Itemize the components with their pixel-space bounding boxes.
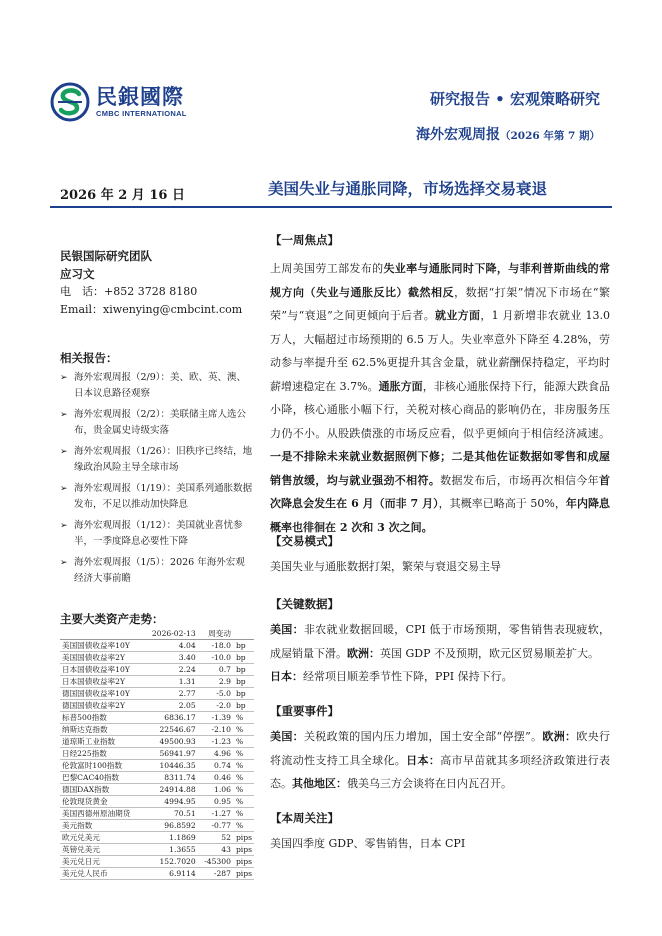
asset-unit: bp xyxy=(233,688,254,700)
asset-change: 0.74 xyxy=(198,760,233,772)
focus-text-1: 上周美国劳工部发布的 xyxy=(270,262,384,275)
key-data-paragraph xyxy=(270,618,610,689)
asset-change: 2.9 xyxy=(198,676,233,688)
asset-unit: % xyxy=(233,772,254,784)
asset-name: 伦敦现货黄金 xyxy=(60,796,143,808)
asset-value: 6.9114 xyxy=(143,868,198,880)
assets-header-date: 2026-02-13 xyxy=(143,628,198,640)
author-phone: 电 话：+852 3728 8180 xyxy=(60,285,198,298)
asset-value: 56941.97 xyxy=(143,748,198,760)
asset-change: 0.7 xyxy=(198,664,233,676)
team-name: 民银国际研究团队 xyxy=(60,249,152,263)
asset-change: -10.0 xyxy=(198,652,233,664)
asset-row xyxy=(60,724,254,736)
asset-change: -1.23 xyxy=(198,736,233,748)
key-data-heading: 【关键数据】 xyxy=(270,597,339,611)
header-divider xyxy=(50,206,612,208)
asset-unit: pips xyxy=(233,856,254,868)
events-label-us: 美国： xyxy=(270,730,304,743)
asset-row xyxy=(60,820,254,832)
key-data-label-us: 美国： xyxy=(270,623,304,636)
asset-change: -2.0 xyxy=(198,700,233,712)
asset-name: 德国DAX指数 xyxy=(60,784,143,796)
asset-name: 美元指数 xyxy=(60,820,143,832)
watch-text: 美国四季度 GDP、零售销售，日本 CPI xyxy=(270,837,466,850)
asset-value: 1.31 xyxy=(143,676,198,688)
asset-value: 1.3655 xyxy=(143,844,198,856)
asset-unit: pips xyxy=(233,868,254,880)
asset-row xyxy=(60,760,254,772)
asset-name: 美国国债收益率10Y xyxy=(60,640,143,652)
key-data-text-us: 非农就业数据回暖，CPI 低于市场预期，零售销售表现疲软，成屋销量下滑。 xyxy=(270,623,610,660)
logo-icon xyxy=(50,82,90,122)
focus-heading: 【一周焦点】 xyxy=(270,233,339,247)
assets-header-name xyxy=(60,628,143,640)
asset-unit: % xyxy=(233,748,254,760)
asset-name: 美元兑日元 xyxy=(60,856,143,868)
asset-unit: bp xyxy=(233,640,254,652)
assets-header-change: 周变动 xyxy=(198,628,233,640)
events-text-eu: 欧央行将流动性支持工具全球化。 xyxy=(270,730,611,767)
research-team xyxy=(60,247,250,319)
focus-text-6: ，其概率已略高于 50%， xyxy=(438,497,566,510)
series-issue: （2026 年第 7 期） xyxy=(500,130,600,142)
events-label-jp: 日本： xyxy=(406,753,441,767)
asset-row xyxy=(60,772,254,784)
asset-change: -18.0 xyxy=(198,640,233,652)
asset-unit: bp xyxy=(233,700,254,712)
key-data-text-eu: 英国 GDP 不及预期，欧元区贸易顺差扩大。 xyxy=(380,646,599,660)
related-report-item[interactable]: ➢ 海外宏观周报（1/5）：2026 年海外宏观经济大事前瞻 xyxy=(60,555,254,587)
asset-name: 日经225指数 xyxy=(60,748,143,760)
focus-bold-2: 就业方面 xyxy=(435,309,481,322)
asset-change: -1.39 xyxy=(198,712,233,724)
related-reports-title: 相关报告： xyxy=(60,351,118,365)
asset-change: 52 xyxy=(198,832,233,844)
asset-value: 4.04 xyxy=(143,640,198,652)
asset-value: 70.51 xyxy=(143,808,198,820)
report-title: 美国失业与通胀同降，市场选择交易衰退 xyxy=(268,179,548,198)
asset-row xyxy=(60,868,254,880)
key-data-label-jp: 日本： xyxy=(270,670,303,683)
asset-unit: bp xyxy=(233,676,254,688)
series-name: 海外宏观周报 xyxy=(416,127,500,143)
asset-change: 0.95 xyxy=(198,796,233,808)
asset-unit: % xyxy=(233,736,254,748)
events-text-jp: 高市早苗就其多项经济政策进行表态。 xyxy=(270,753,611,790)
asset-change: -287 xyxy=(198,868,233,880)
focus-text-3: ，1 月新增非农就业 13.0 万人，大幅超过市场预期的 6.5 万人。失业率意外下降至 4.28%，劳动参与率提升至 62.5%更提升其含金量，就业薪酬保持稳定，平均时薪增速稳定在 3.7%。 xyxy=(270,309,611,393)
asset-value: 2.05 xyxy=(143,700,198,712)
key-data-text-jp: 经常项目顺差季节性下降，PPI 保持下行。 xyxy=(303,670,513,683)
asset-row xyxy=(60,700,254,712)
asset-name: 日本国债收益率2Y xyxy=(60,676,143,688)
asset-value: 49500.93 xyxy=(143,736,198,748)
assets-header-unit xyxy=(233,628,254,640)
asset-row xyxy=(60,664,254,676)
trade-mode-text: 美国失业与通胀数据打架，繁荣与衰退交易主导 xyxy=(270,560,501,573)
asset-name: 美元兑人民币 xyxy=(60,868,143,880)
asset-value: 8311.74 xyxy=(143,772,198,784)
watch-heading: 【本周关注】 xyxy=(270,811,339,825)
asset-value: 2.24 xyxy=(143,664,198,676)
asset-name: 美国国债收益率2Y xyxy=(60,652,143,664)
asset-unit: bp xyxy=(233,664,254,676)
asset-unit: % xyxy=(233,808,254,820)
assets-header-row xyxy=(60,628,254,640)
asset-unit: pips xyxy=(233,844,254,856)
asset-value: 6836.17 xyxy=(143,712,198,724)
related-report-item[interactable]: ➢ 海外宏观周报（2/2）：美联储主席人选公布，贵金属史诗级实落 xyxy=(60,407,254,439)
asset-row xyxy=(60,784,254,796)
asset-row xyxy=(60,736,254,748)
asset-name: 德国国债收益率10Y xyxy=(60,688,143,700)
asset-value: 10446.35 xyxy=(143,760,198,772)
asset-row xyxy=(60,688,254,700)
events-text-other: 俄美乌三方会谈将在日内瓦召开。 xyxy=(347,777,512,790)
report-date: 2026 年 2 月 16 日 xyxy=(60,188,185,203)
trade-mode-section xyxy=(270,533,610,579)
logo-en-text: CMBC INTERNATIONAL xyxy=(96,109,187,118)
related-reports-list xyxy=(60,370,254,592)
asset-name: 英镑兑美元 xyxy=(60,844,143,856)
asset-row xyxy=(60,808,254,820)
asset-name: 德国国债收益率2Y xyxy=(60,700,143,712)
asset-value: 96.8592 xyxy=(143,820,198,832)
series-title xyxy=(416,124,600,144)
asset-row xyxy=(60,796,254,808)
asset-name: 巴黎CAC40指数 xyxy=(60,772,143,784)
focus-text-4: ，非核心通胀保持下行，能源大跌食品小降，核心通胀小幅下行，关税对核心商品的影响仍在，非房服务压力仍不小。从股跌债涨的市场反应看，似乎更倾向于相信经济减速。 xyxy=(270,379,611,440)
focus-bold-5: 首次降息会发生在 6 月（而非 7 月） xyxy=(270,473,610,510)
asset-unit: % xyxy=(233,712,254,724)
asset-row xyxy=(60,856,254,868)
asset-unit: % xyxy=(233,820,254,832)
asset-value: 4994.95 xyxy=(143,796,198,808)
asset-change: 4.96 xyxy=(198,748,233,760)
asset-change: -0.77 xyxy=(198,820,233,832)
asset-value: 152.7020 xyxy=(143,856,198,868)
events-paragraph xyxy=(270,725,610,796)
asset-row xyxy=(60,640,254,652)
asset-name: 道琼斯工业指数 xyxy=(60,736,143,748)
asset-row xyxy=(60,676,254,688)
asset-change: 1.06 xyxy=(198,784,233,796)
asset-unit: % xyxy=(233,724,254,736)
focus-bold-4: 一是不排除未来就业数据照例下修；二是其他佐证数据如零售和成屋销售放缓，均与就业强劲不相符。 xyxy=(270,450,610,487)
focus-text-2: ，数据“打架”情况下市场在“繁荣”与“衰退”之间更倾向于后者。 xyxy=(270,285,611,322)
events-section xyxy=(270,703,610,796)
asset-change: -45300 xyxy=(198,856,233,868)
related-report-item[interactable]: ➢ 海外宏观周报（1/12）：美国就业喜忧参半，一季度降息必要性下降 xyxy=(60,518,254,550)
asset-value: 1.1869 xyxy=(143,832,198,844)
assets-table xyxy=(60,628,254,880)
events-label-eu: 欧洲： xyxy=(542,730,577,743)
company-logo xyxy=(50,80,187,124)
related-report-item[interactable]: ➢ 海外宏观周报（1/19）：美国系列通胀数据发布，不足以推动加快降息 xyxy=(60,481,254,513)
focus-bold-3: 通胀方面 xyxy=(378,379,423,393)
events-heading: 【重要事件】 xyxy=(270,704,339,718)
asset-name: 纳斯达克指数 xyxy=(60,724,143,736)
asset-unit: % xyxy=(233,784,254,796)
key-data-label-eu: 欧洲： xyxy=(347,646,380,660)
watch-section xyxy=(270,810,610,856)
asset-row xyxy=(60,748,254,760)
author-email: Email：xiwenying@cmbcint.com xyxy=(60,303,243,316)
asset-row xyxy=(60,712,254,724)
asset-name: 标普500指数 xyxy=(60,712,143,724)
asset-value: 24914.88 xyxy=(143,784,198,796)
key-data-section xyxy=(270,596,610,689)
asset-value: 22546.67 xyxy=(143,724,198,736)
focus-text-5: 数据发布后，市场再次相信今年 xyxy=(440,473,599,487)
related-report-item[interactable]: ➢ 海外宏观周报（1/26）：旧秩序已终结，地缘政治风险主导全球市场 xyxy=(60,444,254,476)
assets-body xyxy=(60,640,254,880)
asset-value: 3.40 xyxy=(143,652,198,664)
asset-change: -1.27 xyxy=(198,808,233,820)
trade-mode-heading: 【交易模式】 xyxy=(270,534,339,548)
asset-change: 0.46 xyxy=(198,772,233,784)
asset-unit: bp xyxy=(233,652,254,664)
asset-unit: pips xyxy=(233,832,254,844)
focus-bold-6: 年内降息概率也徘徊在 2 次和 3 次之间。 xyxy=(270,497,611,534)
focus-section xyxy=(270,232,610,539)
focus-bold-1: 失业率与通胀同时下降，与菲利普斯曲线的常规方向（失业与通胀反比）截然相反 xyxy=(270,262,611,299)
asset-row xyxy=(60,832,254,844)
logo-cn-text: 民銀國際 xyxy=(96,85,184,109)
asset-name: 伦敦富时100指数 xyxy=(60,760,143,772)
asset-row xyxy=(60,844,254,856)
asset-change: -5.0 xyxy=(198,688,233,700)
report-type: 研究报告 • 宏观策略研究 xyxy=(429,90,600,108)
events-label-other: 其他地区： xyxy=(292,777,347,790)
related-report-item[interactable]: ➢ 海外宏观周报（2/9）：美、欧、英、澳、日本议息路径观察 xyxy=(60,370,254,402)
assets-title: 主要大类资产走势： xyxy=(60,612,164,626)
asset-name: 美国西德州原油期货 xyxy=(60,808,143,820)
events-text-us: 关税政策的国内压力增加，国土安全部“停摆”。 xyxy=(303,730,543,743)
author-name: 应习文 xyxy=(60,267,95,281)
asset-change: 43 xyxy=(198,844,233,856)
asset-unit: % xyxy=(233,760,254,772)
focus-paragraph xyxy=(270,257,610,539)
asset-name: 欧元兑美元 xyxy=(60,832,143,844)
asset-change: -2.10 xyxy=(198,724,233,736)
asset-unit: % xyxy=(233,796,254,808)
asset-value: 2.77 xyxy=(143,688,198,700)
asset-row xyxy=(60,652,254,664)
asset-name: 日本国债收益率10Y xyxy=(60,664,143,676)
